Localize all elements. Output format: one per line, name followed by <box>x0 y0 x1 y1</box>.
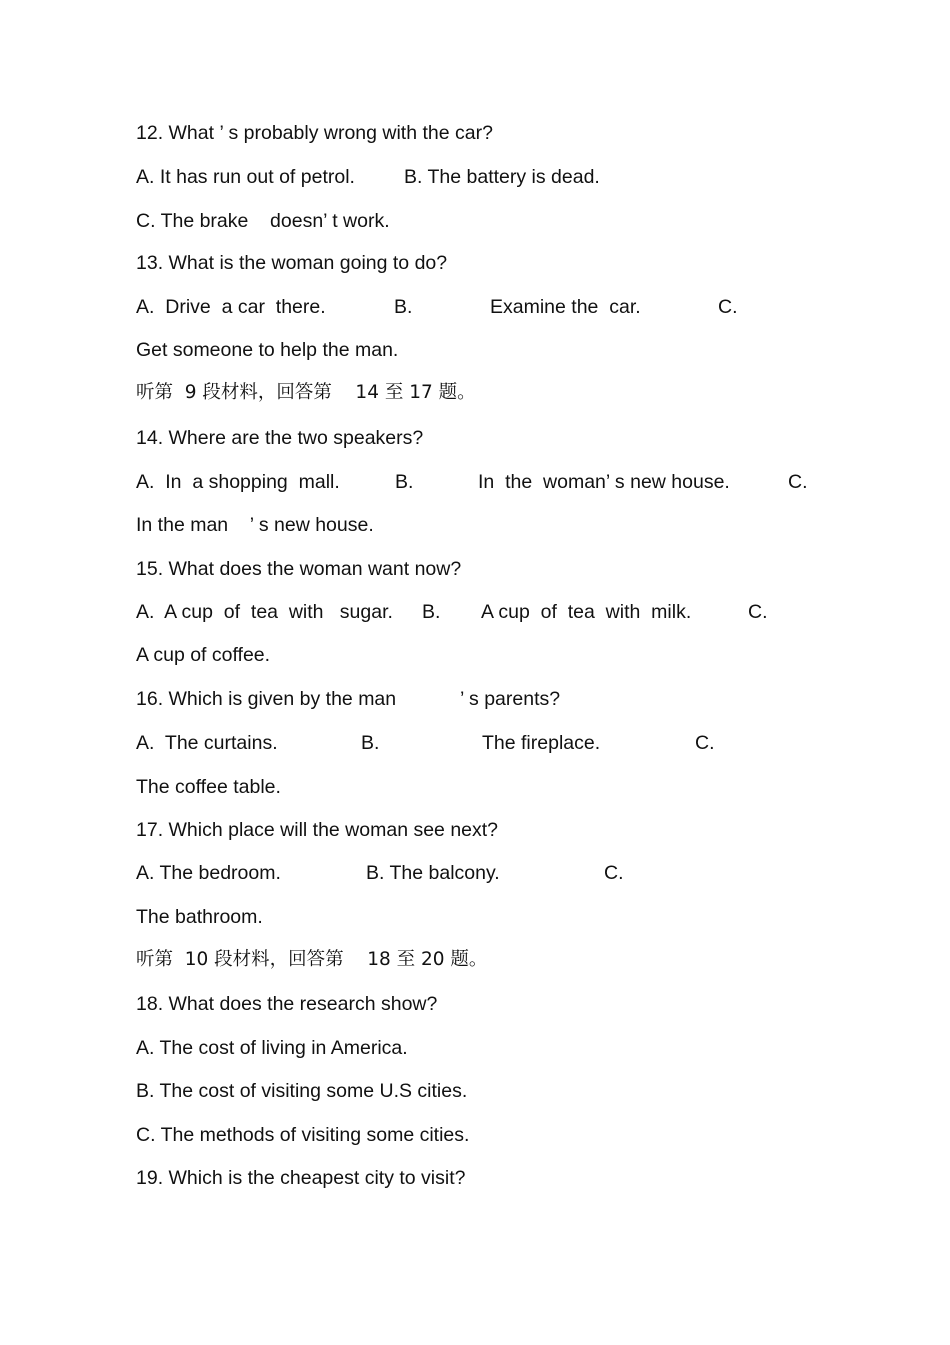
question-13-stem: 13. What is the woman going to do? <box>136 252 448 274</box>
question-13-option-b-label: B. <box>394 296 413 318</box>
question-16-option-c-label: C. <box>695 732 715 754</box>
question-17-option-c: The bathroom. <box>136 906 263 928</box>
question-16-option-b: The fireplace. <box>482 732 601 754</box>
question-16-stem-start: 16. Which is given by the man <box>136 688 397 710</box>
question-12-option-a: A. It has run out of petrol. <box>136 166 355 188</box>
question-14-option-b: In the woman’ s new house. <box>478 471 730 493</box>
question-16-option-a: A. The curtains. <box>136 732 278 754</box>
question-17-option-c-label: C. <box>604 862 624 884</box>
question-17-stem: 17. Which place will the woman see next? <box>136 819 499 841</box>
question-16-stem-end: ’ s parents? <box>460 688 561 710</box>
question-16-option-c: The coffee table. <box>136 776 281 798</box>
question-19-stem: 19. Which is the cheapest city to visit? <box>136 1167 466 1189</box>
question-18-option-c: C. The methods of visiting some cities. <box>136 1124 470 1146</box>
question-15-option-b-label: B. <box>422 601 441 623</box>
question-17-option-a: A. The bedroom. <box>136 862 281 884</box>
question-14-option-b-label: B. <box>395 471 414 493</box>
question-17-option-b: B. The balcony. <box>366 862 500 884</box>
question-12-option-c: C. The brake doesn’ t work. <box>136 210 390 232</box>
section-9-instruction: 听第 9 段材料，回答第 14 至 17 题。 <box>136 382 476 403</box>
question-18-stem: 18. What does the research show? <box>136 993 438 1015</box>
question-14-stem: 14. Where are the two speakers? <box>136 427 424 449</box>
section-10-instruction: 听第 10 段材料，回答第 18 至 20 题。 <box>136 949 488 970</box>
question-15-option-c: A cup of coffee. <box>136 644 271 666</box>
question-15-option-b: A cup of tea with milk. <box>481 601 692 623</box>
question-12-stem: 12. What ’ s probably wrong with the car? <box>136 122 493 144</box>
question-13-option-a: A. Drive a car there. <box>136 296 326 318</box>
question-13-option-b: Examine the car. <box>490 296 641 318</box>
question-13-option-c: Get someone to help the man. <box>136 339 399 361</box>
question-15-option-c-label: C. <box>748 601 768 623</box>
question-14-option-a: A. In a shopping mall. <box>136 471 340 493</box>
question-18-option-b: B. The cost of visiting some U.S cities. <box>136 1080 468 1102</box>
question-15-option-a: A. A cup of tea with sugar. <box>136 601 393 623</box>
question-13-option-c-label: C. <box>718 296 738 318</box>
question-16-option-b-label: B. <box>361 732 380 754</box>
question-18-option-a: A. The cost of living in America. <box>136 1037 408 1059</box>
question-14-option-c: In the man ’ s new house. <box>136 514 374 536</box>
question-12-option-b: B. The battery is dead. <box>404 166 600 188</box>
question-15-stem: 15. What does the woman want now? <box>136 558 462 580</box>
question-14-option-c-label: C. <box>788 471 808 493</box>
